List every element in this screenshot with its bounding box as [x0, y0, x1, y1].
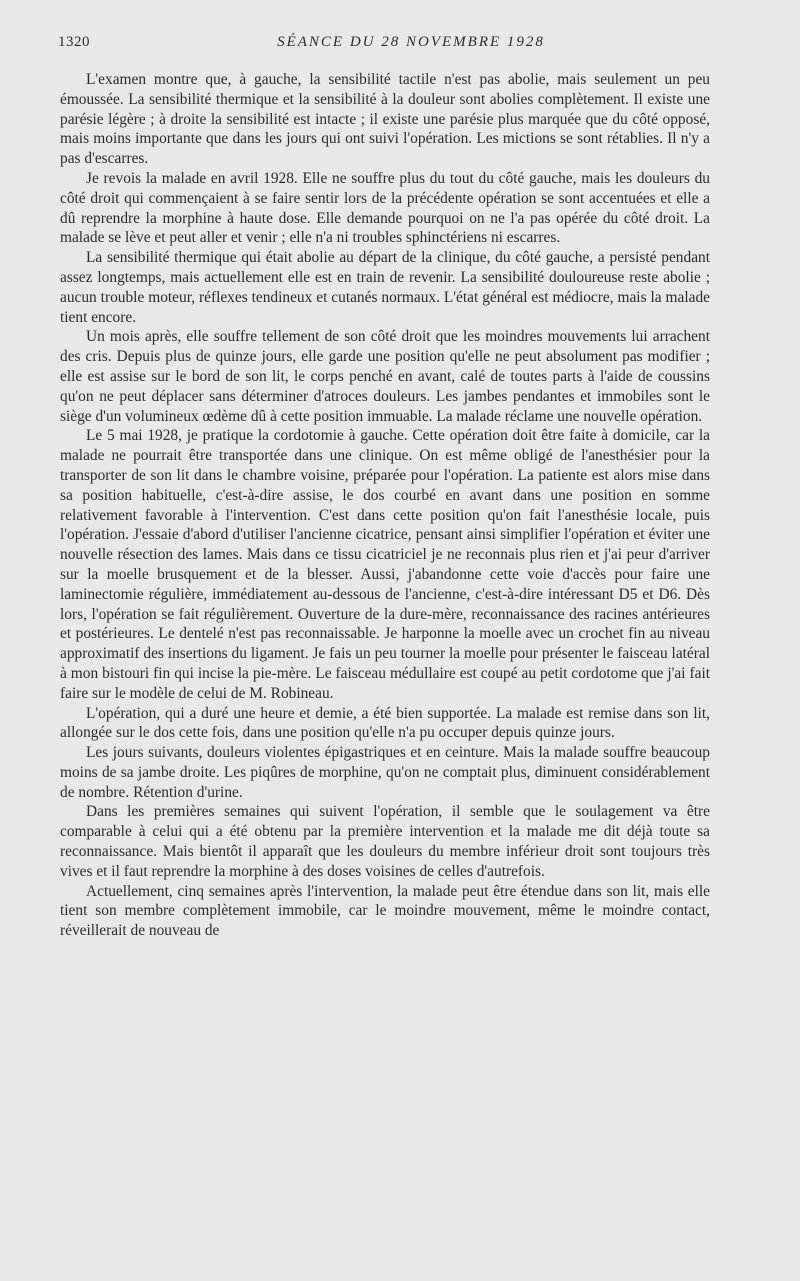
page-number: 1320 [58, 34, 90, 50]
page-header [58, 34, 764, 58]
paragraph: Un mois après, elle souffre tellement de son côté droit que les moindres mouvements lui arrachent des cris. Depuis plus de quinze jours, elle garde une position qu'elle ne peut absolument pas modifier ; elle est assise sur le bord de son lit, le corps penché en avant, calé de toutes parts à l'aide de coussins qu'on ne peut déplacer sans déterminer d'atroces douleurs. Les jambes pendantes et immobiles sont le siège d'un volumineux œdème dû à cette position immuable. La malade réclame une nouvelle opération. [60, 328, 710, 425]
paragraph: Actuellement, cinq semaines après l'intervention, la malade peut être étendue dans son lit, mais elle tient son membre complètement immobile, car le moindre mouvement, même le moindre contact, réveillerait de nouveau de [60, 882, 710, 940]
paragraph: La sensibilité thermique qui était abolie au départ de la clinique, du côté gauche, a persisté pendant assez longtemps, mais actuellement elle est en train de revenir. La sensibilité douloureuse reste abolie ; aucun trouble moteur, réflexes tendineux et cutanés normaux. L'état général est médiocre, mais la malade tient encore. [60, 249, 710, 326]
paragraph: Dans les premières semaines qui suivent l'opération, il semble que le soulagement va être comparable à celui qui a été obtenu par la première intervention et la malade me dit déjà toute sa reconnaissance. Mais bientôt il apparaît que les douleurs du membre inférieur droit sont toujours très vives et il faut reprendre la morphine à des doses voisines de celles d'autrefois. [60, 803, 710, 880]
paragraph: Le 5 mai 1928, je pratique la cordotomie à gauche. Cette opération doit être faite à domicile, car la malade ne pourrait être transportée dans une clinique. On est même obligé de l'anesthésier pour la transporter de son lit dans le chambre voisine, préparée pour l'opération. La patiente est alors mise dans sa position habituelle, c'est-à-dire assise, le dos courbé en avant dans une position en somme relativement favorable à l'intervention. C'est dans cette position qu'on fait l'anesthésie locale, puis l'opération. J'essaie d'abord d'utiliser l'ancienne cicatrice, pensant ainsi simplifier l'opération et éviter une nouvelle résection des lames. Mais dans ce tissu cicatriciel je ne reconnais plus rien et j'ai peur d'arriver sur la moelle brusquement et de la blesser. Aussi, j'abandonne cette voie d'accès pour faire une laminectomie régulière, immédiatement au-dessous de l'ancienne, c'est-à-dire intéressant D5 et D6. Dès lors, l'opération se fait régulièrement. Ouverture de la dure-mère, reconnaissance des racines antérieures et postérieures. Le dentelé n'est pas reconnaissable. Je harponne la moelle avec un crochet fin au niveau approximatif des insertions du ligament. Je fais un peu tourner la moelle pour présenter le faisceau latéral à mon bistouri fin qui incise la pie-mère. Le faisceau médullaire est coupé au petit cordotome que j'ai fait faire sur le modèle de celui de M. Robineau. [60, 427, 710, 702]
paragraph: Je revois la malade en avril 1928. Elle ne souffre plus du tout du côté gauche, mais les douleurs du côté droit qui commençaient à se faire sentir lors de la précédente opération se sont accentuées et elle a dû reprendre la morphine à haute dose. Elle demande pourquoi on ne l'a pas opérée du côté droit. La malade se lève et peut aller et venir ; elle n'a ni troubles sphinctériens ni escarres. [60, 169, 710, 247]
body-text [60, 70, 710, 941]
paragraph: Les jours suivants, douleurs violentes épigastriques et en ceinture. Mais la malade souffre beaucoup moins de sa jambe droite. Les piqûres de morphine, qu'on ne comptait plus, diminuent considérablement de nombre. Rétention d'urine. [60, 744, 710, 801]
paragraph: L'opération, qui a duré une heure et demie, a été bien supportée. La malade est remise dans son lit, allongée sur le dos cette fois, dans une position qu'elle n'a pu occuper depuis quinze jours. [60, 704, 710, 742]
paragraph: L'examen montre que, à gauche, la sensibilité tactile n'est pas abolie, mais seulement un peu émoussée. La sensibilité thermique et la sensibilité à la douleur sont abolies complètement. Il existe une parésie légère ; à droite la sensibilité est intacte ; il existe une parésie plus marquée que du côté opposé, mais moins importante que dans les jours qui ont suivi l'opération. Les mictions se sont rétablies. Il n'y a pas d'escarres. [60, 71, 710, 168]
running-head: SÉANCE DU 28 NOVEMBRE 1928 [277, 34, 545, 50]
